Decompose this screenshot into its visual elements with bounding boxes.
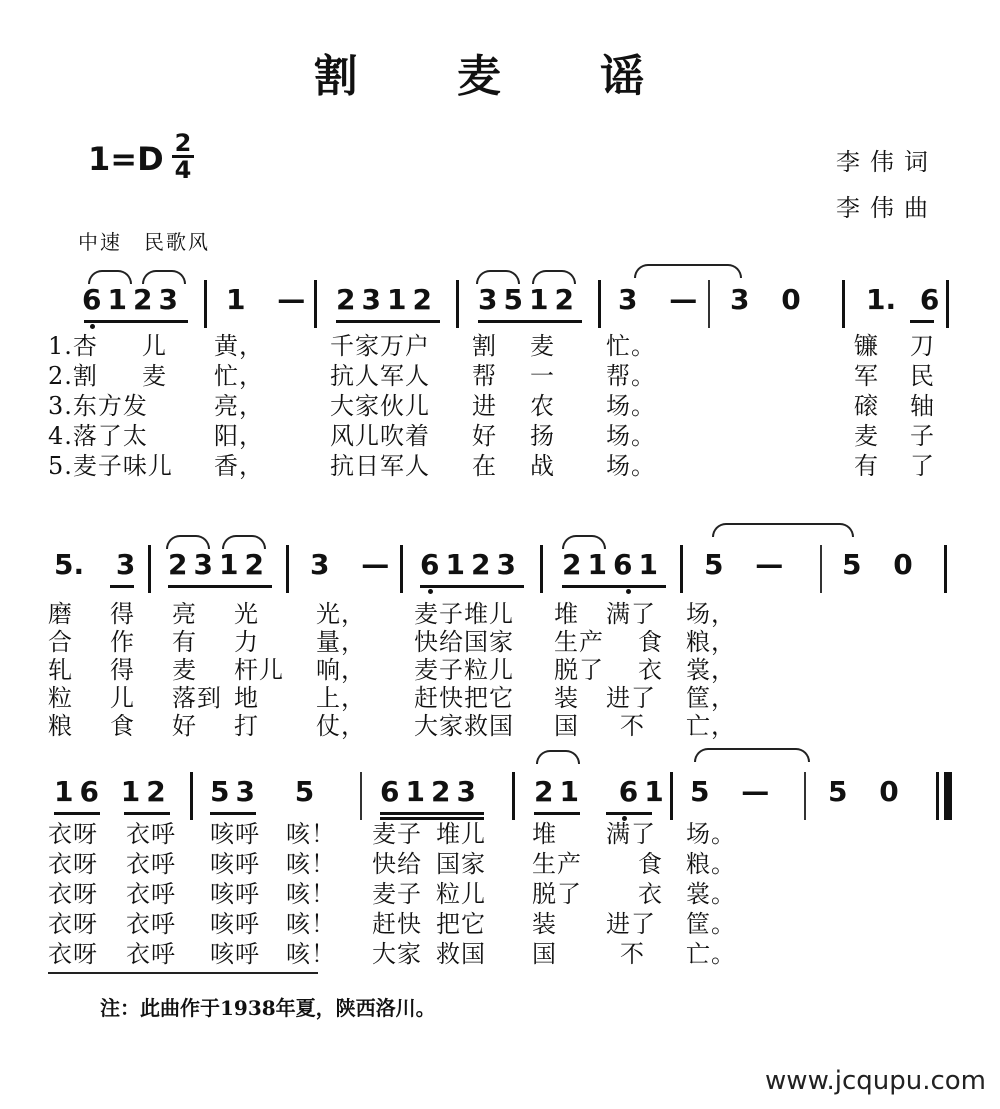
lyric: 抗日军人 (330, 452, 430, 480)
lyric: 咳呼 (210, 940, 260, 968)
lyric: 磨 (48, 600, 73, 628)
beam (336, 320, 440, 323)
lyric: 轴 (910, 392, 935, 420)
lyric: 好 (172, 712, 197, 740)
lyric: 粒 (48, 684, 73, 712)
lyric: 亮， (214, 392, 264, 420)
lyric: 3.东方发 (48, 392, 148, 420)
lyric: 麦 (854, 422, 879, 450)
lyric: 咳呼 (210, 880, 260, 908)
lyric: 咳呼 (210, 820, 260, 848)
lyric: 场， (686, 600, 736, 628)
lyric: 快给国家 (414, 628, 514, 656)
lyric: 忙， (214, 362, 264, 390)
footnote-label: 注： (100, 996, 140, 1020)
time-signature-bottom: 4 (174, 156, 192, 184)
beam (380, 812, 484, 815)
lyric: 粮。 (686, 850, 736, 878)
time-signature (172, 129, 194, 184)
barline (946, 280, 949, 328)
lyric: 农 (530, 392, 555, 420)
lyric: 堆儿 (436, 820, 486, 848)
lyric: 咳！ (286, 820, 336, 848)
lyric: 食 (638, 850, 663, 878)
measure-6: 3 0 (730, 283, 801, 316)
footnote-divider (48, 972, 318, 974)
lyric: 不 (620, 940, 645, 968)
lyric: 把它 (436, 910, 486, 938)
lyric: 1.杏 (48, 332, 98, 360)
lyric: 进了 (606, 910, 656, 938)
lyric: 大家 (372, 940, 422, 968)
lyric: 赶快把它 (414, 684, 514, 712)
lyric: 有 (172, 628, 197, 656)
lyric: 咳呼 (210, 850, 260, 878)
lyric: 量， (316, 628, 366, 656)
lyric: 落到 (172, 684, 222, 712)
lyric: 麦 (530, 332, 555, 360)
lyric: 阳， (214, 422, 264, 450)
lyric: 麦 (172, 656, 197, 684)
lyric: 战 (530, 452, 555, 480)
lyric: 堆 (554, 600, 579, 628)
lyric: 筐， (686, 684, 736, 712)
lyric: 衣呼 (126, 850, 176, 878)
lyric: 场。 (686, 820, 736, 848)
barline (190, 772, 193, 820)
lyric: 快给 (372, 850, 422, 878)
key-signature: 1=D (88, 140, 164, 178)
lyric: 风儿吹着 (330, 422, 430, 450)
lyric: 光， (316, 600, 366, 628)
lyric: 食 (110, 712, 135, 740)
lyric: 场。 (606, 452, 656, 480)
barline (540, 545, 543, 593)
measure-9: 2312 (168, 548, 270, 581)
barline (400, 545, 403, 593)
beam (478, 320, 582, 323)
lyric: 5.麦子味儿 (48, 452, 173, 480)
lyric: 脱了 (532, 880, 582, 908)
barline (680, 545, 683, 593)
measure-11: 6123 (420, 548, 522, 581)
lyric: 儿 (110, 684, 135, 712)
lyric: 麦子 (372, 880, 422, 908)
footnote-text: 此曲作于1938年夏，陕西洛川。 (140, 996, 436, 1020)
lyric: 得 (110, 600, 135, 628)
barline (512, 772, 515, 820)
lyric: 磙 (854, 392, 879, 420)
lyric: 有 (854, 452, 879, 480)
barline (360, 772, 362, 820)
measure-17: 6123 (380, 775, 482, 808)
lyric: 粮， (686, 628, 736, 656)
barline (286, 545, 289, 593)
lyric: 场。 (606, 422, 656, 450)
lyric: 地 (234, 684, 259, 712)
lyric: 扬 (530, 422, 555, 450)
final-barline-thick (944, 772, 952, 820)
lyricist-credit: 李伟词 (836, 148, 938, 176)
lyric: 子 (910, 422, 935, 450)
lyric: 合 (48, 628, 73, 656)
lyric: 作 (110, 628, 135, 656)
lyric: 进了 (606, 684, 656, 712)
barline (314, 280, 317, 328)
lyric: 咳呼 (210, 910, 260, 938)
lyric: 生产 (532, 850, 582, 878)
lyric: 镰 (854, 332, 879, 360)
lyric: 打 (234, 712, 259, 740)
lyric: 不 (620, 712, 645, 740)
lyric: 帮 (472, 362, 497, 390)
lyric: 筐。 (686, 910, 736, 938)
lyric: 军 (854, 362, 879, 390)
low-octave-dot (626, 589, 631, 594)
lyric: 国 (532, 940, 557, 968)
lyric: 2.割 (48, 362, 98, 390)
measure-5: 3 — (618, 283, 698, 316)
lyric: 得 (110, 656, 135, 684)
lyric: 堆 (532, 820, 557, 848)
lyric: 装 (554, 684, 579, 712)
measure-4: 3512 (478, 283, 580, 316)
lyric: 咳！ (286, 910, 336, 938)
lyric: 光 (234, 600, 259, 628)
low-octave-dot (90, 324, 95, 329)
lyric: 大家救国 (414, 712, 514, 740)
lyric: 麦 (142, 362, 167, 390)
beam (606, 812, 652, 815)
lyric: 上， (316, 684, 366, 712)
lyric: 满了 (606, 600, 656, 628)
lyric: 衣呼 (126, 910, 176, 938)
lyric: 裳， (686, 656, 736, 684)
lyric: 帮。 (606, 362, 656, 390)
lyric: 食 (638, 628, 663, 656)
barline (456, 280, 459, 328)
lyric: 咳！ (286, 850, 336, 878)
beam (210, 812, 256, 815)
lyric: 杆儿 (234, 656, 284, 684)
measure-19: 5 — (690, 775, 770, 808)
tie (712, 523, 854, 537)
lyric: 救国 (436, 940, 486, 968)
barline (708, 280, 710, 328)
low-octave-dot (428, 589, 433, 594)
beam (910, 320, 934, 323)
beam (124, 812, 170, 815)
lyric: 衣呼 (126, 820, 176, 848)
lyric: 咳！ (286, 940, 336, 968)
barline (670, 772, 673, 820)
measure-3: 2312 (336, 283, 438, 316)
lyric: 场。 (606, 392, 656, 420)
measure-15: 16 12 (54, 775, 172, 808)
barline (804, 772, 806, 820)
lyric: 国 (554, 712, 579, 740)
lyric: 衣 (638, 880, 663, 908)
measure-14: 5 0 (842, 548, 913, 581)
barline (820, 545, 822, 593)
score-system-3 (0, 772, 1000, 862)
lyric: 衣呼 (126, 940, 176, 968)
lyric: 满了 (606, 820, 656, 848)
measure-2: 1 — (226, 283, 306, 316)
lyric: 装 (532, 910, 557, 938)
measure-16: 53 5 (210, 775, 321, 808)
lyric: 仗， (316, 712, 366, 740)
measure-7: 1. 6 (866, 283, 940, 316)
final-barline-thin (936, 772, 939, 820)
lyric: 麦子堆儿 (414, 600, 514, 628)
lyric: 咳！ (286, 880, 336, 908)
lyric: 生产 (554, 628, 604, 656)
tie (634, 264, 742, 278)
lyric: 衣 (638, 656, 663, 684)
lyric: 国家 (436, 850, 486, 878)
beam (110, 585, 134, 588)
lyric: 衣呀 (48, 910, 98, 938)
lyric: 割 (472, 332, 497, 360)
barline (148, 545, 151, 593)
measure-18: 21 61 (534, 775, 670, 808)
lyric: 衣呀 (48, 850, 98, 878)
lyric: 进 (472, 392, 497, 420)
barline (204, 280, 207, 328)
lyric: 亮 (172, 600, 197, 628)
lyric: 大家伙儿 (330, 392, 430, 420)
lyric: 4.落了太 (48, 422, 148, 450)
footnote (100, 992, 436, 1021)
lyric: 粮 (48, 712, 73, 740)
lyric: 轧 (48, 656, 73, 684)
lyric: 亡。 (686, 940, 736, 968)
barline (598, 280, 601, 328)
lyric: 民 (910, 362, 935, 390)
time-signature-top: 2 (174, 129, 192, 157)
measure-20: 5 0 (828, 775, 899, 808)
tie (694, 748, 810, 762)
beam (562, 585, 666, 588)
site-watermark[interactable]: www.jcqupu.com (765, 1066, 986, 1096)
measure-1: 6123 (82, 283, 184, 316)
tempo-marking: 中速 民歌风 (78, 230, 210, 254)
lyric: 黄， (214, 332, 264, 360)
lyric: 刀 (910, 332, 935, 360)
lyric: 儿 (142, 332, 167, 360)
lyric: 衣呀 (48, 880, 98, 908)
lyric: 一 (530, 362, 555, 390)
barline (944, 545, 947, 593)
lyric: 响， (316, 656, 366, 684)
lyric: 衣呀 (48, 820, 98, 848)
lyric: 衣呼 (126, 880, 176, 908)
measure-12: 2161 (562, 548, 664, 581)
lyric: 亡， (686, 712, 736, 740)
lyric: 力 (234, 628, 259, 656)
lyric: 裳。 (686, 880, 736, 908)
lyric: 了 (910, 452, 935, 480)
slur (536, 750, 580, 764)
lyric: 脱了 (554, 656, 604, 684)
beam (84, 320, 188, 323)
beam (168, 585, 272, 588)
lyric: 忙。 (606, 332, 656, 360)
lyric: 好 (472, 422, 497, 450)
lyric: 赶快 (372, 910, 422, 938)
lyric: 香， (214, 452, 264, 480)
measure-10: 3 — (310, 548, 390, 581)
lyric: 千家万户 (330, 332, 430, 360)
barline (842, 280, 845, 328)
song-title: 割 麦 谣 (313, 51, 687, 102)
lyric: 粒儿 (436, 880, 486, 908)
lyric: 衣呀 (48, 940, 98, 968)
beam (420, 585, 524, 588)
measure-13: 5 — (704, 548, 784, 581)
lyric: 在 (472, 452, 497, 480)
composer-credit: 李伟曲 (836, 194, 938, 222)
beam (54, 812, 100, 815)
measure-8: 5. 3 (54, 548, 136, 581)
lyric: 麦子 (372, 820, 422, 848)
beam (534, 812, 580, 815)
lyric: 麦子粒儿 (414, 656, 514, 684)
lyric: 抗人军人 (330, 362, 430, 390)
